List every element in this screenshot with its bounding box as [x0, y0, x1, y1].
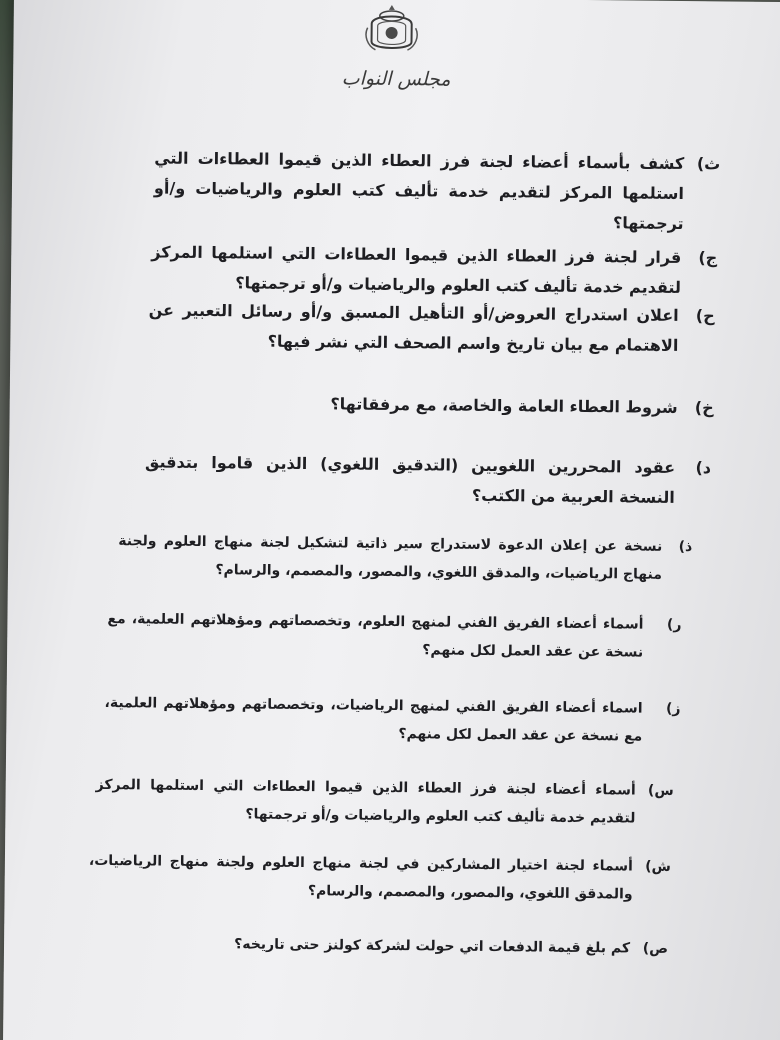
list-item	[152, 143, 721, 234]
item-text: قرار لجنة فرز العطاء الذين قيموا العطاءات التي استلمها المركز لتقديم خدمة تأليف كتب العلوم والرياضيات و/أو ترجمتها؟	[151, 242, 682, 297]
list-item	[95, 771, 674, 837]
item-text: اعلان استدراج العروض/أو التأهيل المسبق و/أو رسائل التعبير عن الاهتمام مع بيان تاريخ واسم الصحف التي نشر فيها؟	[148, 300, 679, 355]
item-marker: ص)	[642, 940, 669, 957]
item-text: نسخة عن إعلان الدعوة لاستدراج سير ذاتية لتشكيل لجنة منهاج العلوم ولجنة منهاج الرياضيات، والمدقق اللغوي، والمصور، والمصمم، والرسام؟	[118, 533, 663, 583]
item-marker: ج)	[698, 248, 718, 268]
item-text: أسماء أعضاء لجنة فرز العطاء الذين قيموا العطاءات التي استلمها المركز لتقديم خدمة تأليف كتب العلوم والرياضيات و/أو ترجمتها؟	[95, 776, 636, 827]
item-text: شروط العطاء العامة والخاصة، مع مرفقاتها؟	[330, 394, 678, 417]
list-item	[118, 527, 693, 597]
list-item	[146, 295, 715, 365]
document-page	[3, 0, 780, 1040]
item-text: اسماء أعضاء الفريق الفني لمنهج الرياضيات، وتخصصاتهم ومؤهلاتهم العلمية، مع نسخة عن عقد العمل لكل منهم؟	[104, 694, 643, 745]
list-item	[104, 689, 681, 755]
item-marker: ز)	[665, 700, 681, 718]
item-marker: ذ)	[678, 538, 693, 556]
item-text: أسماء أعضاء الفريق الفني لمنهج العلوم، وتخصصاتهم ومؤهلاتهم العلمية، مع نسخة عن عقد العمل لكل منهم؟	[107, 611, 644, 661]
list-item	[107, 605, 682, 671]
item-marker: ش)	[645, 858, 671, 875]
item-marker: خ)	[694, 398, 714, 418]
item-marker: ح)	[695, 306, 715, 326]
list-item	[88, 847, 671, 913]
list-item	[143, 447, 712, 517]
item-marker: د)	[695, 458, 712, 478]
item-marker: ر)	[666, 616, 682, 634]
item-text: عقود المحررين اللغويين (التدقيق اللغوي) الذين قاموا بتدقيق النسخة العربية من الكتب؟	[145, 452, 676, 507]
council-name: مجلس النواب	[341, 67, 451, 91]
item-text: أسماء لجنة اختيار المشاركين في لجنة منهاج العلوم ولجنة منهاج الرياضيات، والمدقق اللغوي، والمصور، والمصمم، والرسام؟	[88, 852, 633, 903]
list-item	[204, 930, 669, 995]
item-text: كشف بأسماء أعضاء لجنة فرز العطاء الذين قيموا العطاءات التي استلمها المركز لتقديم خدمة تأليف كتب العلوم والرياضيات و/أو ترجمتها؟	[153, 148, 685, 234]
list-item	[146, 387, 714, 425]
item-marker: ث)	[696, 154, 721, 174]
item-marker: س)	[647, 782, 674, 799]
item-text: كم بلغ قيمة الدفعات اتي حولت لشركة كولنز حتى تاريخه؟	[234, 936, 631, 957]
coat-of-arms-icon	[363, 2, 420, 55]
